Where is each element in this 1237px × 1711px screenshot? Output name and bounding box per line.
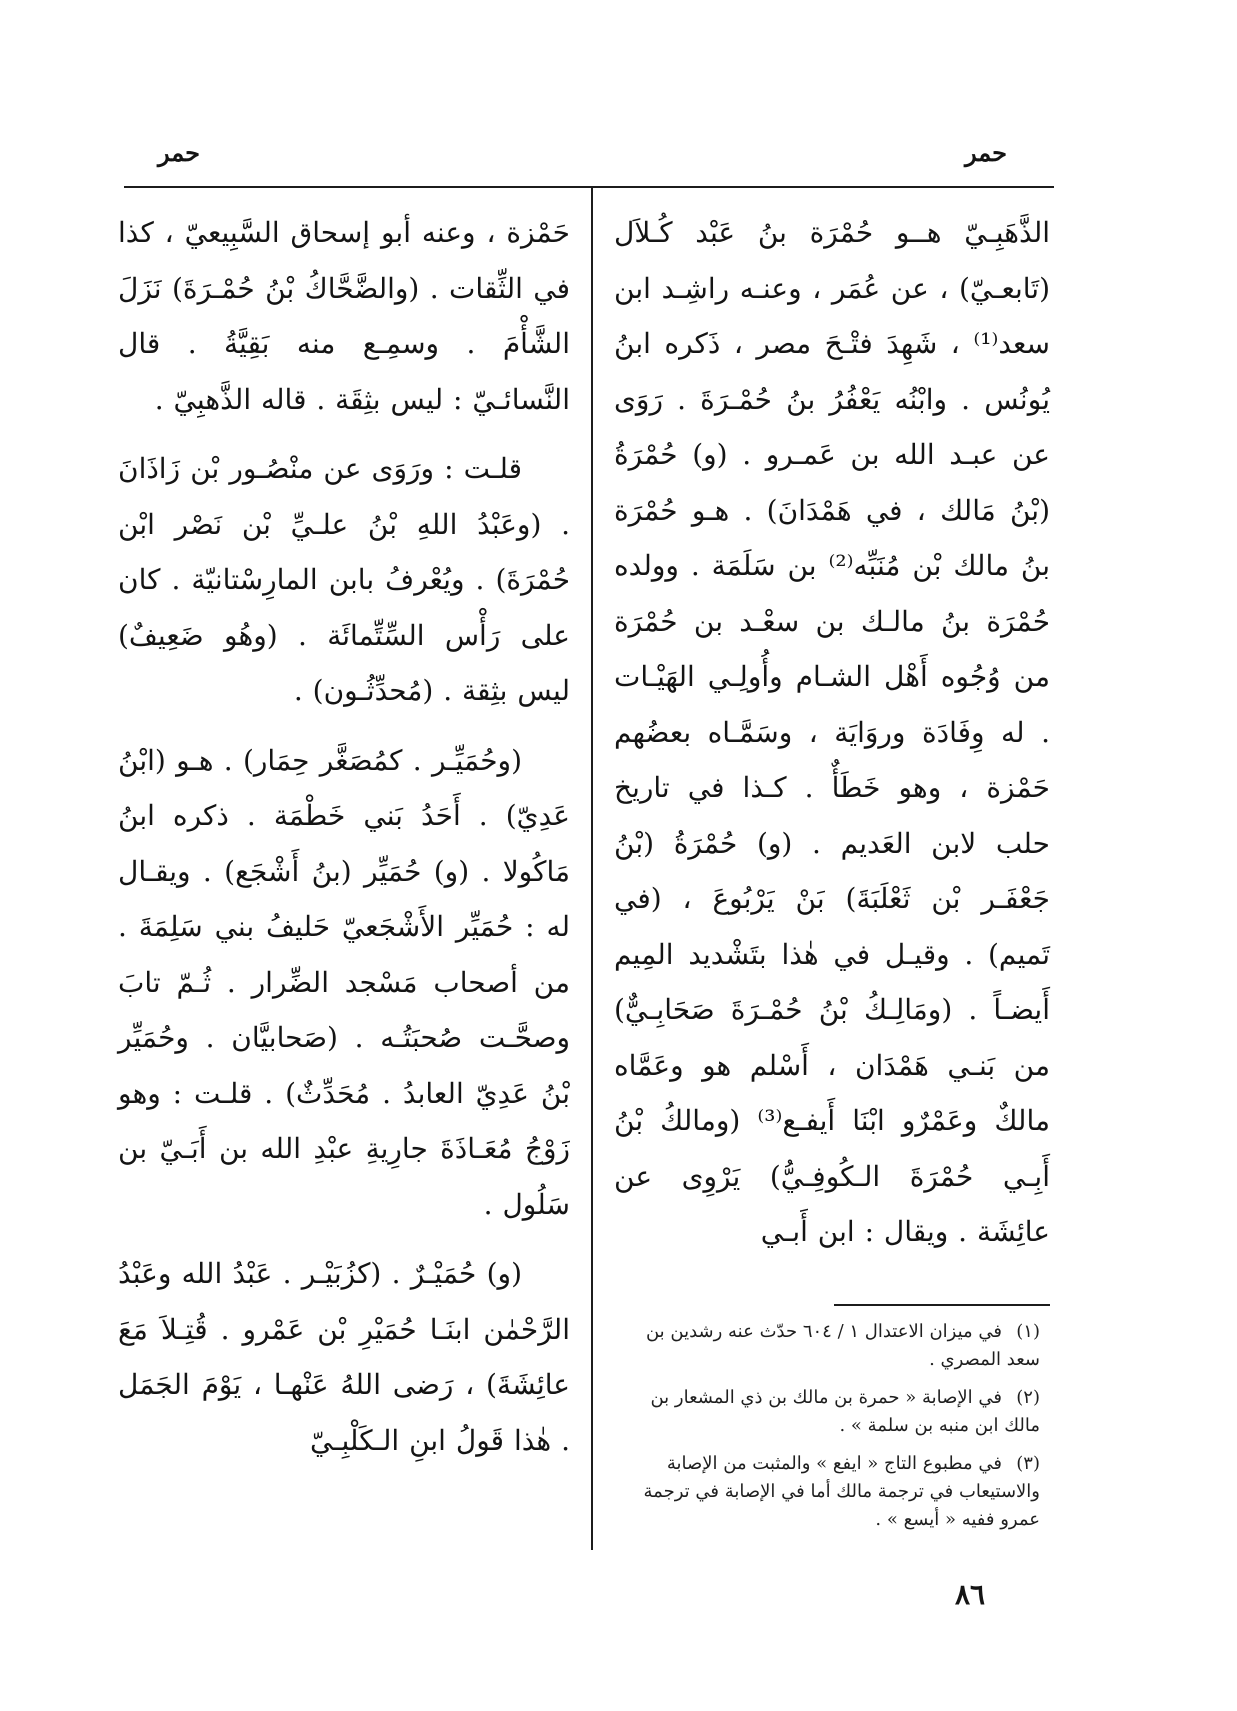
footnote-text: في ميزان الاعتدال ١ / ٦٠٤ حدّث عنه رشدين بن سعد المصري . [645,1321,1040,1370]
left-column-paragraph-4: (و) حُمَيْـرٌ . (كزُبَيْـر . عَبْدُ الله وعَبْدُ الرَّحْمٰن ابنَـا حُمَيْرِ بْن عَمْرو . قُتِـلاَ مَعَ عائِشَةَ) ، رَضى اللهُ عَنْهـا ، يَوْمَ الجَمَل . هٰذا قَولُ ابنِ الـكَلْبِـيّ [118,1257,570,1457]
left-column-paragraph-3: (وحُمَيِّـر . كمُصَغَّر حِمَار) . هـو (ابْنُ عَدِيّ) . أَحَدُ بَني خَطْمَة . ذكره ابنُ مَاكُولا . (و) حُمَيِّر (بنُ أَشْجَع) . ويقـال له : حُمَيِّر الأَشْجَعيّ حَليفُ بني سَلِمَةَ . من أصحاب مَسْجد الضِّرار . ثُـمّ تابَ وصحَّـت صُحبَتُـه . (صَحابيَّان . وحُمَيِّر بْنُ عَدِيّ العابدُ . مُحَدِّثٌ) . قلـت : وهو زَوْجُ مُعَـاذَةَ جارِيةِ عبْدِ الله بن أَبَـيّ بن سَلُول . [118,743,570,1221]
header-rule [124,186,1054,188]
footnote [614,1384,1040,1440]
footnote-text: في الإصابة « حمرة بن مالك بن ذي المشعار بن مالك ابن منبه بن سلمة » . [650,1387,1040,1436]
footnote-number: (١) [1016,1321,1040,1342]
column-divider [591,188,593,1550]
footnote-text: في مطبوع التاج « ايفع » والمثبت من الإصابة والاستيعاب في ترجمة مالك أما في الإصابة في ترجمة عمرو ففيه « أيسع » . [643,1453,1040,1530]
footnote [614,1450,1040,1534]
left-column-paragraph-1: حَمْزة ، وعنه أبو إسحاق السَّبِيعيّ ، كذا في الثِّقات . (والضَّحَّاكُ بْنُ حُمْـرَةَ) نَزَلَ الشَّأْمَ . وسمِـع منه بَقِيَّةُ . قال النَّسائـيّ : ليس بثِقَة . قاله الذَّهبِيّ . [118,216,570,416]
left-column-paragraph-2: قلـت : ورَوَى عن منْصُـور بْن زَاذَانَ . (وعَبْدُ اللهِ بْنُ علـيِّ بْن نَصْر ابْن حُمْرَةَ) . ويُعْرفُ بابن المارِسْتانيّة . كان على رَأْس السِّتِّمائَة . (وهُو ضَعِيفٌ) ليس بثِقة . (مُحدِّثُـون) . [118,452,570,707]
right-column [614,205,1050,1260]
left-column [118,205,570,1468]
footnote-number: (٢) [1016,1387,1040,1408]
footnote-number: (٣) [1016,1453,1040,1474]
right-column-paragraph: الذَّهَبِـيّ هــو حُمْرَة بنُ عَبْد كُـلاَل (تَابعـيّ) ، عن عُمَر ، وعنـه راشِـد ابن سعد⁽¹⁾ ، شَهِدَ فتْـحَ مصر ، ذَكره ابنُ يُونُس . وابْنُه يَعْفُرُ بنُ حُمْـرَةَ . رَوَى عن عبـد الله بن عَمـرو . (و) حُمْرَةُ (بْنُ مَالك ، في هَمْدَانَ) . هـو حُمْرَة بنُ مالك بْن مُنَبِّه⁽²⁾ بن سَلَمَة . وولده حُمْرَة بنُ مالـك بن سعْـد بن حُمْرَة من وُجُوه أَهْل الشـام وأُولِـي الهَيْـات . له وِفَادَة وروَايَة ، وسَمَّـاه بعضُهم حَمْزة ، وهو خَطَأٌ . كـذا في تاريخ حلب لابن العَديم . (و) حُمْرَةُ (بْنُ جَعْفَـر بْن ثَعْلَبَةَ) بَنْ يَرْبُوعَ ، (في تَميم) . وقيـل في هٰذا بتَشْديد المِيم أَيضـاً . (ومَالِـكُ بْنُ حُمْـرَةَ صَحَابِـيٌّ) من بَنـي هَمْدَان ، أَسْلم هو وعَمَّاه مالكٌ وعَمْرٌو ابْنَا أَيفـع⁽³⁾ (ومالكُ بْنُ أَبِـي حُمْرَةَ الـكُوفِـيُّ) يَرْوِى عن عائِشَة . ويقال : ابن أَبـي [614,216,1051,1248]
footnote-rule [834,1304,1050,1306]
footnotes [614,1318,1040,1544]
footnote [614,1318,1040,1374]
page-number: ٨٦ [955,1578,986,1611]
running-head-left: حمر [158,138,200,167]
running-head-right: حمر [965,138,1007,167]
